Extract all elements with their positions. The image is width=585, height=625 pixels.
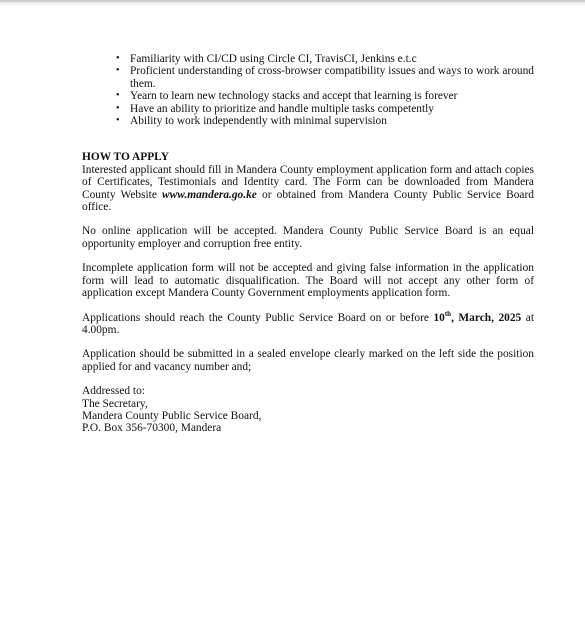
bullet-icon: • bbox=[116, 90, 120, 102]
no-online-application-note: No online application will be accepted. Mandera County Public Service Board is an equal opportunity employer and corruption free entity. bbox=[82, 225, 534, 250]
bullet-icon: • bbox=[116, 115, 120, 127]
list-item: • Ability to work independently with minimal supervision bbox=[116, 115, 387, 128]
document-body bbox=[82, 53, 534, 435]
list-item: • Proficient understanding of cross-browser compatibility issues and ways to work around them. bbox=[116, 65, 534, 90]
incomplete-form-note: Incomplete application form will not be accepted and giving false information in the application form will lead to automatic disqualification. The Board will not accept any other form of application except Mandera County Government employments application form. bbox=[82, 262, 534, 300]
address-label: Addressed to: bbox=[82, 385, 145, 398]
list-item: • Yearn to learn new technology stacks and accept that learning is forever bbox=[116, 90, 458, 103]
bullet-icon: • bbox=[116, 65, 120, 77]
page-top-edge bbox=[0, 2, 585, 6]
website-link[interactable]: www.mandera.go.ke bbox=[162, 188, 257, 201]
deadline-paragraph: Applications should reach the County Public Service Board on or before 10th, March, 2025 at 4.00pm. bbox=[82, 309, 535, 336]
bullet-icon: • bbox=[116, 53, 120, 64]
submission-instructions: Application should be submitted in a sealed envelope clearly marked on the left side the position applied for and vacancy number and; bbox=[82, 348, 534, 373]
application-instructions: Interested applicant should fill in Mandera County employment application form and attach copies of Certificates, Testimonials and Identity card. The Form can be downloaded from Mandera County Website www.mandera.go.ke or obtained from Mandera County Public Service Board office. bbox=[82, 163, 534, 214]
list-item: • Familiarity with CI/CD using Circle CI, TravisCI, Jenkins e.t.c bbox=[116, 53, 417, 65]
requirements-list bbox=[82, 53, 534, 127]
list-item: • Have an ability to prioritize and handle multiple tasks competently bbox=[116, 102, 434, 115]
bullet-icon: • bbox=[116, 102, 120, 114]
address-line: P.O. Box 356-70300, Mandera bbox=[82, 422, 222, 435]
deadline-date: 10th, March, 2025 bbox=[433, 309, 522, 324]
how-to-apply-heading: HOW TO APPLY bbox=[82, 151, 169, 164]
address-block bbox=[82, 385, 534, 435]
address-line: Mandera County Public Service Board, bbox=[82, 409, 262, 422]
address-line: The Secretary, bbox=[82, 397, 148, 410]
